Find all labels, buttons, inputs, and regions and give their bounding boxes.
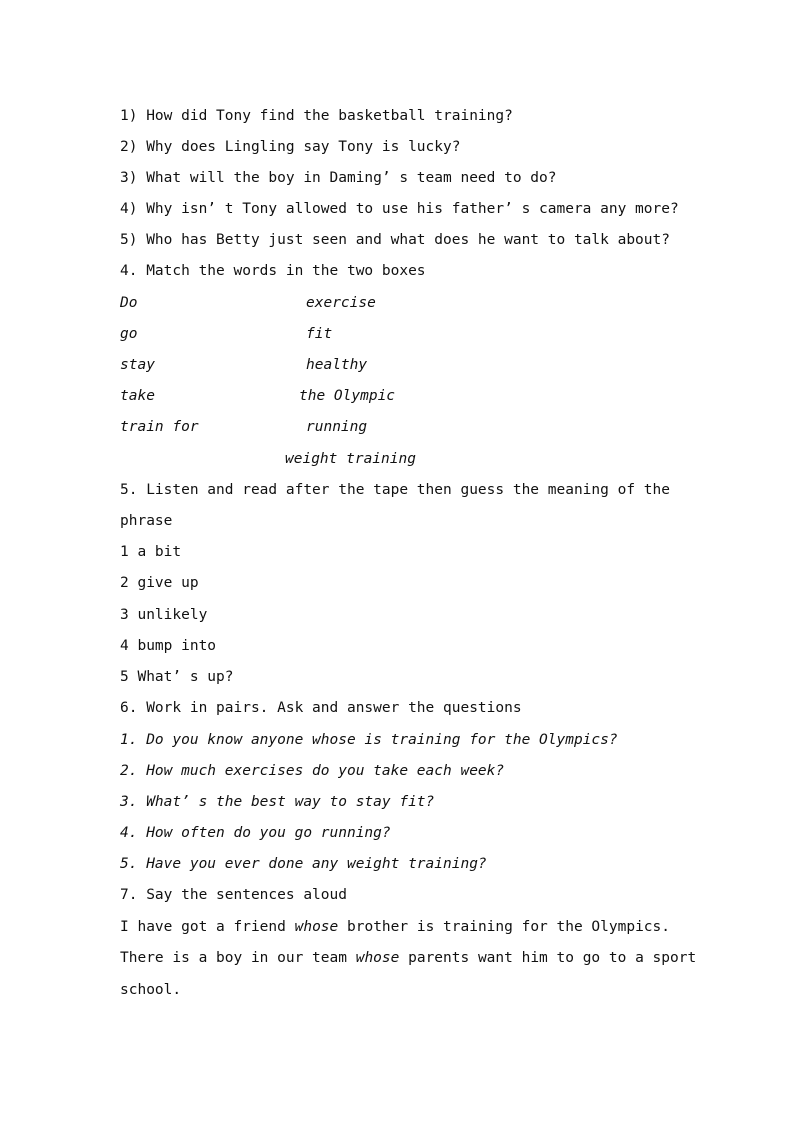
phrase-3: 3 unlikely	[120, 607, 208, 623]
section-5-heading: 5. Listen and read after the tape then guess the meaning of the	[120, 482, 670, 498]
match-right-2: fit	[306, 326, 333, 342]
match-right-6: weight training	[285, 451, 416, 467]
section-4-heading: 4. Match the words in the two boxes	[120, 263, 426, 279]
section-5-heading-cont: phrase	[120, 513, 173, 529]
question-2: 2) Why does Lingling say Tony is lucky?	[120, 139, 461, 155]
match-left-4: take	[120, 388, 155, 404]
match-right-5: running	[306, 419, 368, 435]
sentence-1-end: brother is training for the Olympics.	[347, 919, 671, 935]
match-left-2: go	[120, 326, 138, 342]
sentence-2-start: There is a boy in our team	[120, 950, 347, 966]
sentence-1-start: I have got a friend	[120, 919, 286, 935]
phrase-2: 2 give up	[120, 575, 199, 591]
match-right-3: healthy	[306, 357, 368, 373]
question-4: 4) Why isn’ t Tony allowed to use his father’ s camera any more?	[120, 201, 679, 217]
match-left-3: stay	[120, 357, 155, 373]
match-left-1: Do	[120, 295, 138, 311]
sentence-2-cont: school.	[120, 982, 182, 998]
pair-question-3: 3. What’ s the best way to stay fit?	[120, 794, 435, 810]
sentence-2	[120, 948, 696, 968]
sentence-1	[120, 917, 670, 937]
phrase-1: 1 a bit	[120, 544, 182, 560]
sentence-2-keyword: whose	[355, 950, 400, 966]
pair-question-4: 4. How often do you go running?	[120, 825, 391, 841]
match-right-4: the Olympic	[299, 388, 396, 404]
pair-question-5: 5. Have you ever done any weight training?	[120, 856, 487, 872]
match-left-5: train for	[120, 419, 199, 435]
sentence-2-end: parents want him to go to a sport	[408, 950, 697, 966]
question-5: 5) Who has Betty just seen and what does he want to talk about?	[120, 232, 670, 248]
pair-question-2: 2. How much exercises do you take each week?	[120, 763, 505, 779]
phrase-5: 5 What’ s up?	[120, 669, 234, 685]
match-right-1: exercise	[306, 295, 376, 311]
section-7-heading: 7. Say the sentences aloud	[120, 887, 347, 903]
sentence-1-keyword: whose	[294, 919, 339, 935]
section-6-heading: 6. Work in pairs. Ask and answer the questions	[120, 700, 522, 716]
phrase-4: 4 bump into	[120, 638, 217, 654]
question-3: 3) What will the boy in Daming’ s team need to do?	[120, 170, 557, 186]
pair-question-1: 1. Do you know anyone whose is training for the Olympics?	[120, 732, 618, 748]
question-1: 1) How did Tony find the basketball training?	[120, 108, 513, 124]
